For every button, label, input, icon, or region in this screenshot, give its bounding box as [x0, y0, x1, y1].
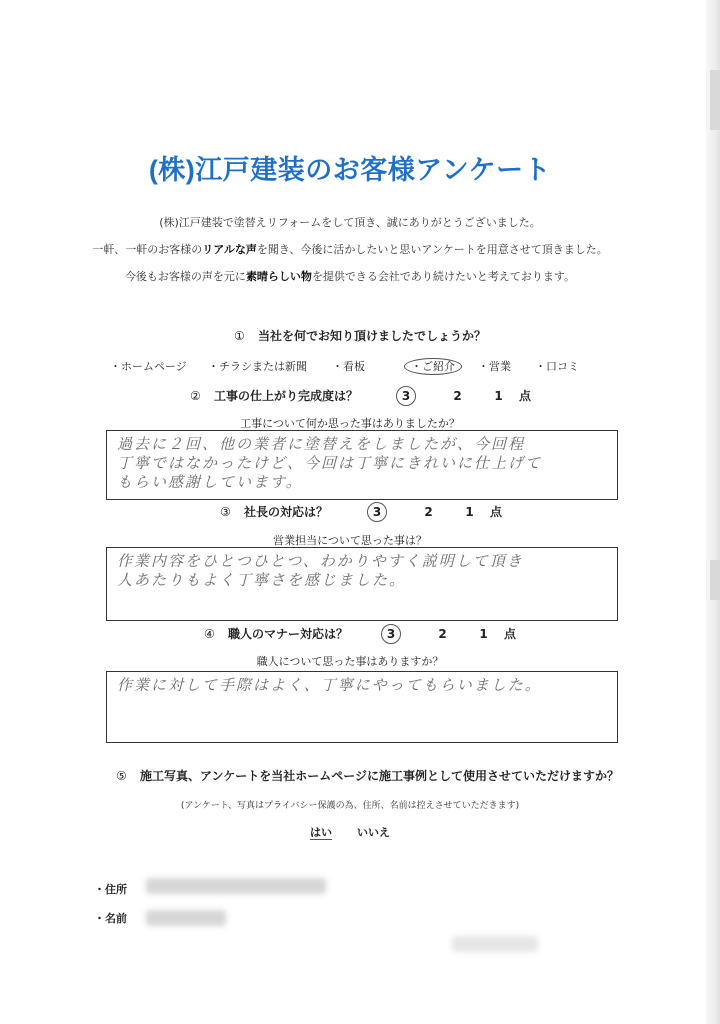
- q2-rating-2[interactable]: 2: [453, 389, 462, 403]
- intro-line-1: (株)江戸建装で塗替えリフォームをして頂き、誠にありがとうございました。: [159, 216, 541, 229]
- q1-option-referral[interactable]: [404, 358, 462, 374]
- question-2: ② 工事の仕上がり完成度は？: [190, 389, 359, 403]
- q5-option-no[interactable]: いいえ: [357, 826, 390, 839]
- question-3: ③ 社長の対応は？: [220, 505, 329, 519]
- page-title: (株)江戸建装のお客様アンケート: [148, 155, 552, 185]
- name-label: ・名前: [94, 912, 127, 925]
- signature-redacted: [452, 936, 538, 952]
- intro-line-2: 一軒、一軒のお客様のリアルな声を聞き、今後に活かしたいと思いアンケートを用意させて頂きました。: [92, 243, 608, 256]
- question-5: ⑤ 施工写真、アンケートを当社ホームページに施工事例として使用させていただけますか？: [116, 769, 620, 783]
- q5-option-yes[interactable]: はい: [310, 826, 332, 839]
- address-label: ・住所: [94, 883, 127, 896]
- q3-rating-unit: 点: [490, 505, 503, 519]
- q1-option-word-of-mouth[interactable]: ・口コミ: [535, 360, 579, 373]
- q2-answer-box[interactable]: [106, 430, 618, 500]
- q2-rating: [396, 386, 537, 406]
- q3-rating-1[interactable]: 1: [465, 505, 474, 519]
- q3-rating-2[interactable]: 2: [424, 505, 433, 519]
- scan-edge-mark: [710, 560, 720, 600]
- q1-option-flyer[interactable]: ・チラシまたは新聞: [208, 360, 307, 373]
- address-redacted: [146, 878, 326, 894]
- q4-answer-line: 作業に対して手際はよく、丁寧にやってもらいました。: [117, 676, 542, 694]
- scan-edge-mark: [710, 70, 720, 130]
- q1-selected-circle: ・ご紹介: [404, 358, 462, 375]
- scan-edge: [706, 0, 720, 1024]
- q2-rating-1[interactable]: 1: [494, 389, 503, 403]
- q2-answer-line: 過去に２回、他の業者に塗替えをしましたが、今回程: [117, 435, 526, 453]
- q3-rating: [367, 502, 508, 522]
- q2-subquestion: 工事について何か思った事はありましたか？: [240, 417, 460, 430]
- q3-answer-line: 人あたりもよく丁寧さを感じました。: [117, 571, 407, 589]
- q2-rating-unit: 点: [519, 389, 532, 403]
- q3-rating-3-selected[interactable]: 3: [367, 502, 387, 522]
- question-1: ① 当社を何でお知り頂けましたでしょうか？: [234, 329, 487, 343]
- q4-rating-2[interactable]: 2: [438, 627, 447, 641]
- q2-rating-3-selected[interactable]: 3: [396, 386, 416, 406]
- q4-rating-3-selected[interactable]: 3: [381, 624, 401, 644]
- q4-answer-box[interactable]: [106, 671, 618, 743]
- q5-note: (アンケート、写真はプライバシー保護の為、住所、名前は控えさせていただきます): [180, 801, 520, 811]
- question-4: ④ 職人のマナー対応は？: [204, 627, 349, 641]
- q4-rating-1[interactable]: 1: [479, 627, 488, 641]
- q3-subquestion: 営業担当について思った事は？: [273, 534, 427, 547]
- name-redacted: [146, 910, 226, 926]
- q4-rating: [381, 624, 522, 644]
- q4-rating-unit: 点: [504, 627, 517, 641]
- q1-option-sales[interactable]: ・営業: [478, 360, 511, 373]
- q2-answer-line: 丁寧ではなかったけど、今回は丁寧にきれいに仕上げて: [117, 454, 543, 472]
- q2-answer-line: もらい感謝しています。: [117, 473, 303, 491]
- q4-subquestion: 職人について思った事はありますか？: [256, 655, 444, 668]
- q1-option-signboard[interactable]: ・看板: [332, 360, 365, 373]
- q3-answer-box[interactable]: [106, 547, 618, 621]
- intro-line-3: 今後もお客様の声を元に素晴らしい物を提供できる会社であり続けたいと考えております。: [124, 270, 576, 283]
- q1-option-homepage[interactable]: ・ホームページ: [110, 360, 187, 373]
- q3-answer-line: 作業内容をひとつひとつ、わかりやすく説明して頂き: [117, 552, 524, 570]
